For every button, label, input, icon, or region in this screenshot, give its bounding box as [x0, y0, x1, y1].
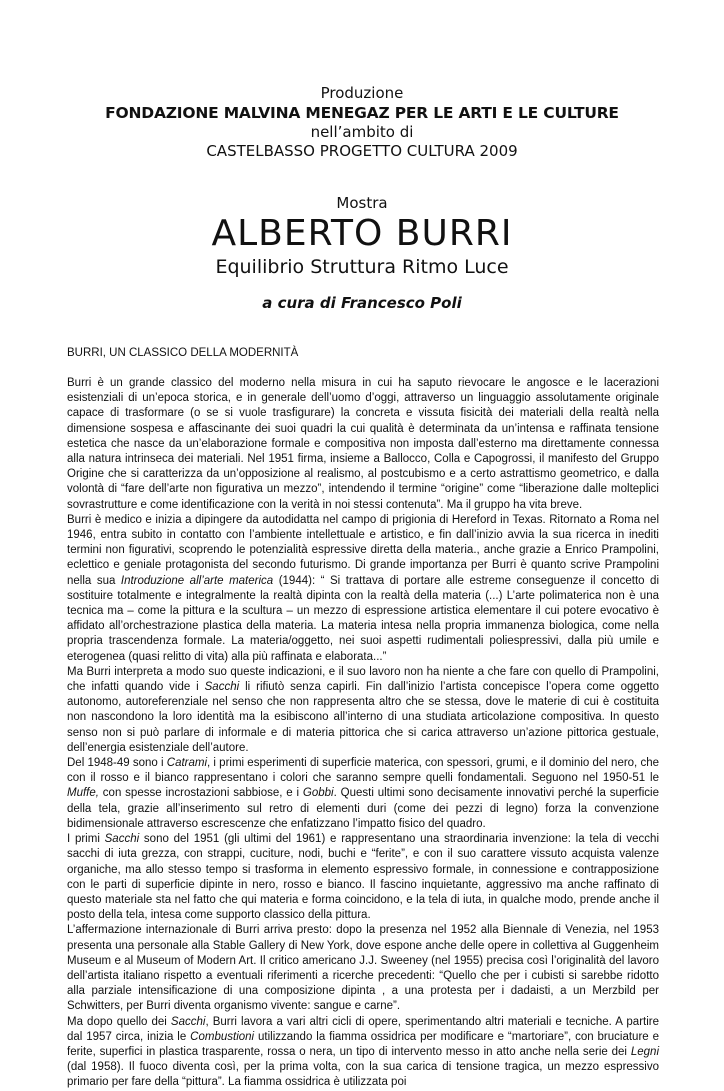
paragraph-text: Del 1948-49 sono i [67, 757, 167, 770]
paragraph-text: (dal 1958). Il fuoco diventa così, per la prima volta, con la sua carica di tensione tragica, un mezzo espressivo primario per fare della “pittura”. La fiamma ossidrica è utilizzata poi [67, 1061, 659, 1089]
paragraph-text: con spesse incrostazioni sabbiose, e i [98, 787, 303, 800]
paragraph-text: Ma Burri interpreta a modo suo queste indicazioni, e il suo lavoro non ha niente a che fare con quello di Prampolini, che infatti quando vide i [67, 665, 659, 694]
paragraph-text: , i primi esperimenti di superficie materica, con spessori, grumi, e il dominio del nero, che con il rosso e il bianco rappresentano i colori che saranno sempre quelli fondamentali. Seguono nel 1950-51 le [67, 757, 659, 785]
foundation-name: FONDAZIONE MALVINA MENEGAZ PER LE ARTI E LE CULTURE [105, 104, 619, 122]
document-header [0, 84, 724, 313]
context-label: nell’ambito di [310, 123, 414, 141]
italic-title-text: Catrami [166, 757, 208, 770]
paragraph [67, 923, 659, 1014]
paragraph-text: (1944): “ Si trattava di portare alle estreme conseguenze il concetto di sostituire totalmente e integralmente la realtà dipinta con la realtà della materia (...) L’arte polimaterica non è una tecnica ma – come la pittura e la scultura – un mezzo di espressione artistica elementare il cui potere evocativo è affidato all’orchestrazione plastica della materia. La materia intesa nella propria immanenza biologica, come nella propria trascendenza formale. La materia/oggetto, nei suoi aspetti rudimentali poliespressivi, dalla più umile e eterogenea (quasi relitto di vita) alla più raffinata e elaborata...” [67, 574, 659, 663]
paragraph-text: Ma dopo quello dei [67, 1015, 171, 1028]
italic-title-text: Sacchi [170, 1015, 206, 1028]
curator-line: a cura di Francesco Poli [262, 294, 462, 312]
paragraph-text: utilizzando la fiamma ossidrica per modificare e “martoriare”, con bruciature e ferite, superfici in plastica trasparente, rossa o nera, un tipo di intervento messo in atto anche nella serie dei [67, 1030, 659, 1058]
paragraph [67, 513, 659, 665]
exhibition-title: ALBERTO BURRI [211, 213, 513, 254]
italic-title-text: Sacchi [104, 833, 140, 846]
paragraph-text: I primi [67, 833, 105, 846]
paragraph-text: li rifiutò senza capirli. Fin dall’inizio l’artista concepisce l’opera come oggetto autonomo, autoreferenziale nel senso che non rappresenta altro che se stessa, dove le materie di cui è costituita non nascondono la loro identità ma la esibiscono all’interno di una studiata articolazione compositiva. In questo senso non si può parlare di informale e di materia pittorica che si carica attraverso un’azione pittorica gestuale, dell’energia esistenziale dell’autore. [67, 681, 660, 754]
paragraph [67, 376, 659, 513]
italic-title-text: Gobbi [302, 787, 334, 800]
italic-title-text: Muffe, [67, 787, 99, 800]
paragraph-text: . Questi ultimi sono decisamente innovativi perché la superficie della tela, grazie all’inserimento sul retro di elementi duri (come dei pezzi di legno) forza la convenzione bidimensionale attraverso escrescenze che enfatizzano l’impatto fisico del quadro. [67, 787, 659, 830]
project-name: CASTELBASSO PROGETTO CULTURA 2009 [206, 142, 518, 160]
italic-title-text: Introduzione all’arte materica [120, 574, 274, 587]
paragraph-text: , Burri lavora a vari altri cicli di opere, sperimentando altri materiali e tecniche. A partire dal 1957 circa, inizia le [67, 1015, 659, 1043]
italic-title-text: Sacchi [204, 681, 240, 694]
essay-body [67, 376, 659, 1091]
paragraph-text: Burri è un grande classico del moderno nella misura in cui ha saputo rievocare le angosce e le lacerazioni esistenziali di un’epoca storica, e in generale dell’uomo d’oggi, attraverso un linguaggio assolutamente originale capace di trasformare (o se si vuole trasfigurare) la concreta e vissuta fisicità dei materiali della realtà nella dimensione sospesa e affascinante dei suoi quadri la cui qualità è determinata da un’intensa e raffinata tensione estetica che nasce da un’elaborazione formale e compositiva non imposta dall’esterno ma direttamente connessa alla natura intrinseca dei materiali. Nel 1951 firma, insieme a Ballocco, Colla e Capogrossi, il manifesto del Gruppo Origine che si caratterizza da un’opposizione al realismo, al postcubismo e a certo astrattismo geometrico, e dalla volontà di “fare dell’arte non figurativa un mezzo”, intendendo il termine “origine” come “liberazione dalle molteplici sovrastrutture e come identificazione con la verità in noi stessi contenuta”. Ma il gruppo ha vita breve. [67, 377, 659, 511]
paragraph-text: Burri è medico e inizia a dipingere da autodidatta nel campo di prigionia di Hereford in Texas. Ritornato a Roma nel 1946, entra subito in contatto con l’ambiente intellettuale e artistico, e fin dall’inizio avvia la sua ricerca in inediti termini non figurativi, scoprendo le potenzialità espressive diretta della materia., anche grazie a Enrico Prampolini, eclettico e geniale protagonista del secondo futurismo. Di grande importanza per Burri è quanto scrive Prampolini nella sua [67, 513, 659, 587]
paragraph [67, 756, 659, 832]
italic-title-text: Legni [630, 1045, 659, 1058]
exhibition-label: Mostra [336, 194, 388, 212]
paragraph [67, 832, 659, 923]
paragraph-text: L’affermazione internazionale di Burri arriva presto: dopo la presenza nel 1952 alla Biennale di Venezia, nel 1953 presenta una personale alla Stable Gallery di New York, dove espone anche delle opere in collettiva al Guggenheim Museum e al Museum of Modern Art. Il critico americano J.J. Sweeney (nel 1955) precisa così l’originalità del lavoro dell’artista italiano rispetto a eventuali riferimenti a ricerche precedenti: “Quello che per i cubisti si sarebbe ridotto alla parziale intensificazione di una composizione dipinta , a una protesta per i dadaisti, a un Merzbild per Schwitters, per Burri diventa organismo vivente: sangue e carne”. [67, 924, 659, 1013]
paragraph [67, 1015, 659, 1091]
exhibition-subtitle: Equilibrio Struttura Ritmo Luce [215, 256, 509, 278]
italic-title-text: Combustioni [190, 1030, 255, 1043]
section-title: BURRI, UN CLASSICO DELLA MODERNITÀ [67, 347, 299, 359]
paragraph-text: sono del 1951 (gli ultimi del 1961) e rappresentano una straordinaria invenzione: la tela di vecchi sacchi di iuta grezza, con strappi, cuciture, nodi, buchi e “ferite”, e con il suo carattere vissuto acquista valenze organiche, ma allo stesso tempo si trasforma in elemento espressivo formale, in connessione e contrapposizione con le parti di superficie dipinte in nero, rosso e bianco. Il fascino inquietante, aggressivo ma anche raffinato di questo materiale sta nel fatto che qui materia e forma coincidono, e la tela di iuta, in qualche modo, prende anche il posto della tela, intesa come supporto classico della pittura. [67, 833, 660, 922]
paragraph [67, 665, 659, 756]
production-label: Produzione [320, 84, 404, 102]
